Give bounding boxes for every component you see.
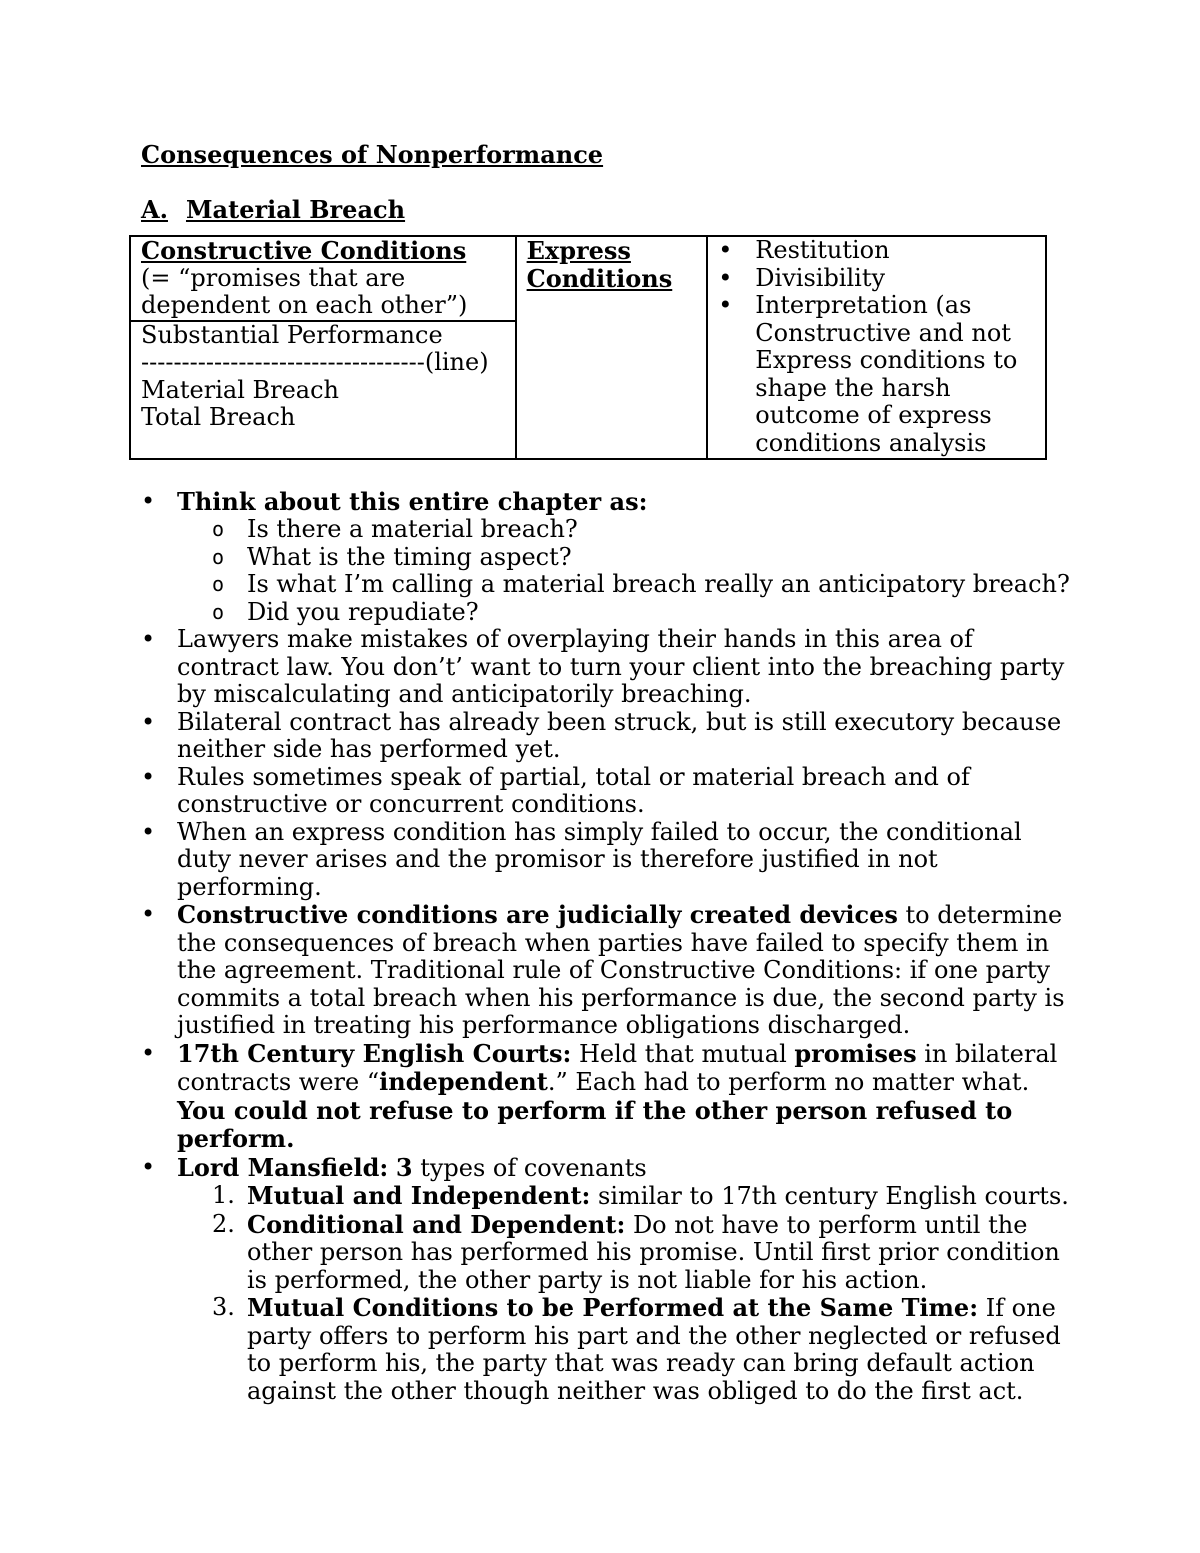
covenant-title: Mutual and Independent: xyxy=(247,1181,591,1210)
list-item-rules xyxy=(141,764,1081,819)
constructive-conditions-heading: Constructive Conditions xyxy=(141,236,467,265)
mansfield-count: 3 xyxy=(395,1152,413,1182)
sub-item-text: Did you repudiate? xyxy=(247,597,479,626)
bilateral-text: Bilateral contract has already been struck, but is still executory because neither side has performed yet. xyxy=(177,707,1062,763)
express-text: When an express condition has simply failed to occur, the conditional duty never arises and the promisor is therefore justified in not performing. xyxy=(177,817,1022,901)
remedies-cell xyxy=(707,236,1046,459)
think-sublist xyxy=(177,516,1081,626)
remedy-item: • Divisibility xyxy=(718,265,1035,293)
century-bold-independent: independent xyxy=(379,1067,548,1096)
bullet-glyph: • xyxy=(141,486,156,515)
constructive-bold: Constructive conditions are judicially created devices xyxy=(177,900,898,929)
covenant-text: Do not have to perform until the other person has performed his promise. Until first prior condition is performed, the other party is not liable for his action. xyxy=(247,1210,1060,1294)
lawyers-text: Lawyers make mistakes of overplaying their hands in this area of contract law. You don’t’ want to turn your client into the breaching party by miscalculating and anticipatorily breaching. xyxy=(177,625,1065,708)
constructive-text: to determine the consequences of breach when parties have failed to specify them in the agreement. Traditional rule of Constructive Conditions: if one party commits a total breach when his performance is due, the second party is justified in treating his performance obligations discharged. xyxy=(177,901,1065,1039)
sub-bullet-glyph: o xyxy=(212,544,225,569)
express-conditions-cell xyxy=(516,236,708,459)
bullet-glyph: • xyxy=(141,625,156,653)
substantial-performance-label: Substantial Performance xyxy=(141,320,443,349)
section-a-heading xyxy=(141,195,1081,225)
main-bullet-list xyxy=(141,488,1081,1406)
sub-item-text: What is the timing aspect? xyxy=(247,542,572,571)
covenant-item xyxy=(212,1211,1081,1295)
remedy-item: • Interpretation (as Constructive and not Express conditions to shape the harsh outcome of express conditions analysis xyxy=(718,292,1035,457)
covenant-item xyxy=(212,1182,1081,1211)
rules-text: Rules sometimes speak of partial, total or material breach and of constructive or concurrent conditions. xyxy=(177,762,970,818)
century-bold-promises: promises xyxy=(794,1038,917,1068)
remedies-list xyxy=(718,237,1035,457)
constructive-conditions-cell xyxy=(130,236,516,321)
material-breach-label: Material Breach xyxy=(141,375,340,404)
bullet-glyph: • xyxy=(141,707,156,736)
covenant-number: 1. xyxy=(212,1181,235,1209)
century-text-1: Held that mutual xyxy=(571,1039,795,1068)
sub-list-item xyxy=(212,599,1081,627)
bullet-glyph: • xyxy=(141,817,156,846)
century-bold-refuse: You could not refuse to perform if the other person refused to perform. xyxy=(177,1095,1013,1153)
sub-bullet-glyph: o xyxy=(212,572,225,596)
constructive-conditions-subtext: (= “promises that are dependent on each other”) xyxy=(141,263,468,319)
covenant-types-list xyxy=(177,1182,1081,1405)
list-item-mansfield xyxy=(141,1154,1081,1406)
century-text-3: .” Each had to perform no matter what. xyxy=(547,1068,1030,1096)
covenant-number: 2. xyxy=(212,1209,235,1238)
line-divider-label: -----------------------------------(line) xyxy=(141,348,489,376)
covenant-title: Mutual Conditions to be Performed at the Same Time: xyxy=(247,1293,979,1322)
express-conditions-heading: Express Conditions xyxy=(526,236,673,293)
sub-list-item xyxy=(212,544,1081,572)
sub-item-text: Is there a material breach? xyxy=(247,515,578,543)
bullet-glyph: • xyxy=(141,1038,156,1067)
sub-bullet-glyph: o xyxy=(212,517,225,541)
sub-list-item xyxy=(212,571,1081,599)
list-item-constructive xyxy=(141,901,1081,1040)
covenant-number: 3. xyxy=(212,1293,235,1321)
breach-table xyxy=(129,235,1047,460)
sub-list-item xyxy=(212,516,1081,544)
covenant-text: similar to 17th century English courts. xyxy=(590,1182,1069,1210)
century-text-2: in bilateral contracts were “ xyxy=(177,1039,1058,1096)
list-item-think xyxy=(141,488,1081,627)
list-item-bilateral xyxy=(141,709,1081,764)
remedy-item: • Restitution xyxy=(718,237,1035,265)
bullet-glyph: • xyxy=(141,1152,156,1181)
document-page xyxy=(141,140,1081,1405)
century-bold-heading: 17th Century English Courts: xyxy=(177,1038,572,1068)
sub-bullet-glyph: o xyxy=(212,599,225,624)
covenant-item xyxy=(212,1294,1081,1405)
mansfield-text: types of covenants xyxy=(412,1153,647,1182)
bullet-glyph: • xyxy=(141,762,156,791)
total-breach-label: Total Breach xyxy=(141,403,296,431)
covenant-text: If one party offers to perform his part and the other neglected or refused to perform his, the party that was ready can bring default action against the other though neither was obliged to do the first act. xyxy=(247,1294,1061,1405)
section-letter: A. xyxy=(141,195,168,224)
bullet-glyph: • xyxy=(141,900,156,928)
think-heading: Think about this entire chapter as: xyxy=(177,486,648,516)
breach-scale-cell xyxy=(130,321,516,459)
sub-item-text: Is what I’m calling a material breach really an anticipatory breach? xyxy=(247,570,1070,598)
list-item-century xyxy=(141,1040,1081,1154)
mansfield-bold: Lord Mansfield: xyxy=(177,1152,389,1182)
section-heading-text: Material Breach xyxy=(185,195,406,224)
list-item-express xyxy=(141,819,1081,902)
list-item-lawyers xyxy=(141,626,1081,709)
covenant-title: Conditional and Dependent: xyxy=(247,1209,626,1239)
document-title: Consequences of Nonperformance xyxy=(141,140,604,169)
